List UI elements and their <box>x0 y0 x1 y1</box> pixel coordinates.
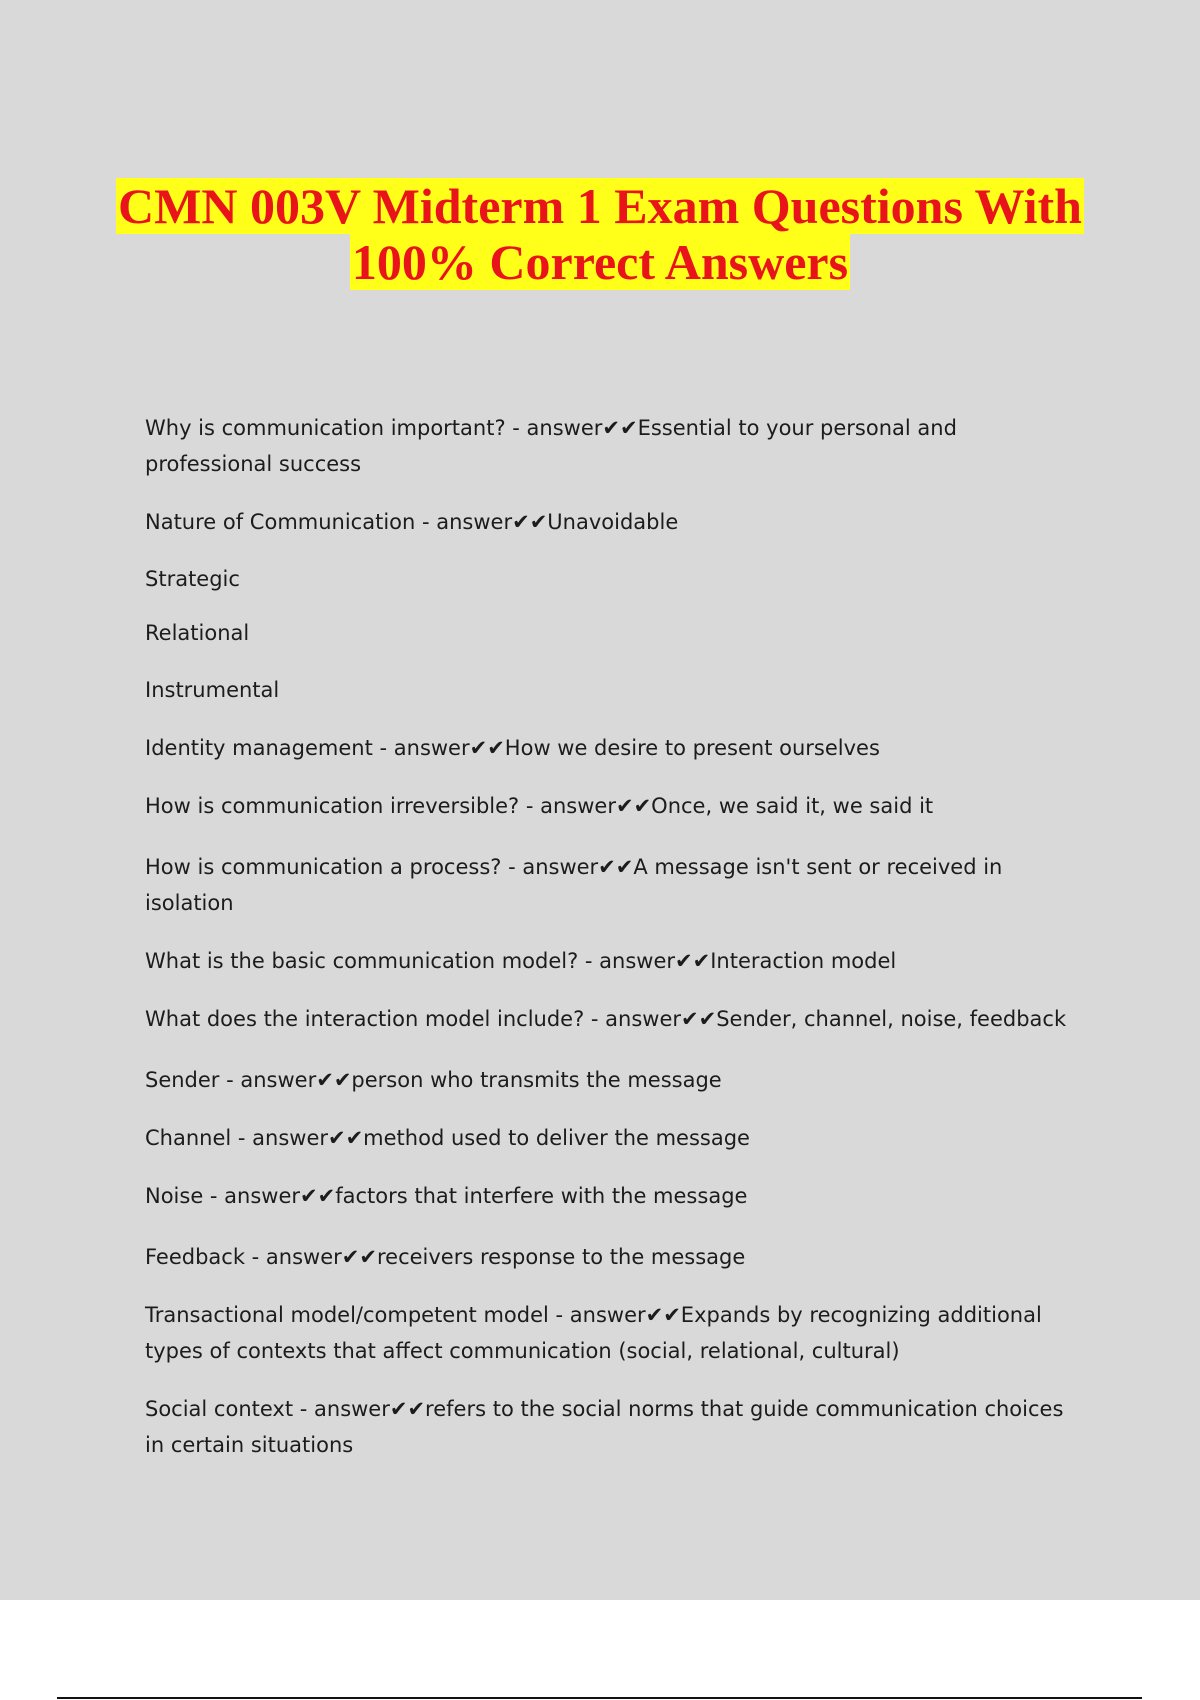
qa-list <box>145 410 1085 1463</box>
qa-entry: Transactional model/competent model - answer✔✔Expands by recognizing additional types of contexts that affect communication (social, relational, cultural) <box>145 1303 1042 1363</box>
qa-entry: How is communication irreversible? - answer✔✔Once, we said it, we said it <box>145 794 934 818</box>
qa-entry: Noise - answer✔✔factors that interfere with the message <box>145 1184 748 1208</box>
title-line-2: 100% Correct Answers <box>351 234 849 290</box>
title-line-1: CMN 003V Midterm 1 Exam Questions With <box>118 178 1082 234</box>
qa-entry: Nature of Communication - answer✔✔Unavoidable <box>145 510 679 534</box>
qa-entry: How is communication a process? - answer✔✔A message isn't sent or received in isolation <box>145 855 1003 915</box>
qa-entry: Relational <box>145 621 250 645</box>
qa-entry: Social context - answer✔✔refers to the social norms that guide communication choices in certain situations <box>145 1397 1064 1457</box>
qa-entry: Identity management - answer✔✔How we desire to present ourselves <box>145 736 880 760</box>
qa-entry: Feedback - answer✔✔receivers response to the message <box>145 1245 746 1269</box>
qa-entry: Why is communication important? - answer✔✔Essential to your personal and professional success <box>145 416 957 476</box>
document-title <box>0 178 1200 290</box>
qa-entry: Instrumental <box>145 678 280 702</box>
footer-divider <box>57 1697 1142 1699</box>
qa-entry: Strategic <box>145 567 240 591</box>
qa-entry: What is the basic communication model? - answer✔✔Interaction model <box>145 949 897 973</box>
qa-entry: What does the interaction model include? - answer✔✔Sender, channel, noise, feedback <box>145 1007 1067 1031</box>
qa-entry: Channel - answer✔✔method used to deliver the message <box>145 1126 750 1150</box>
qa-entry: Sender - answer✔✔person who transmits the message <box>145 1068 722 1092</box>
